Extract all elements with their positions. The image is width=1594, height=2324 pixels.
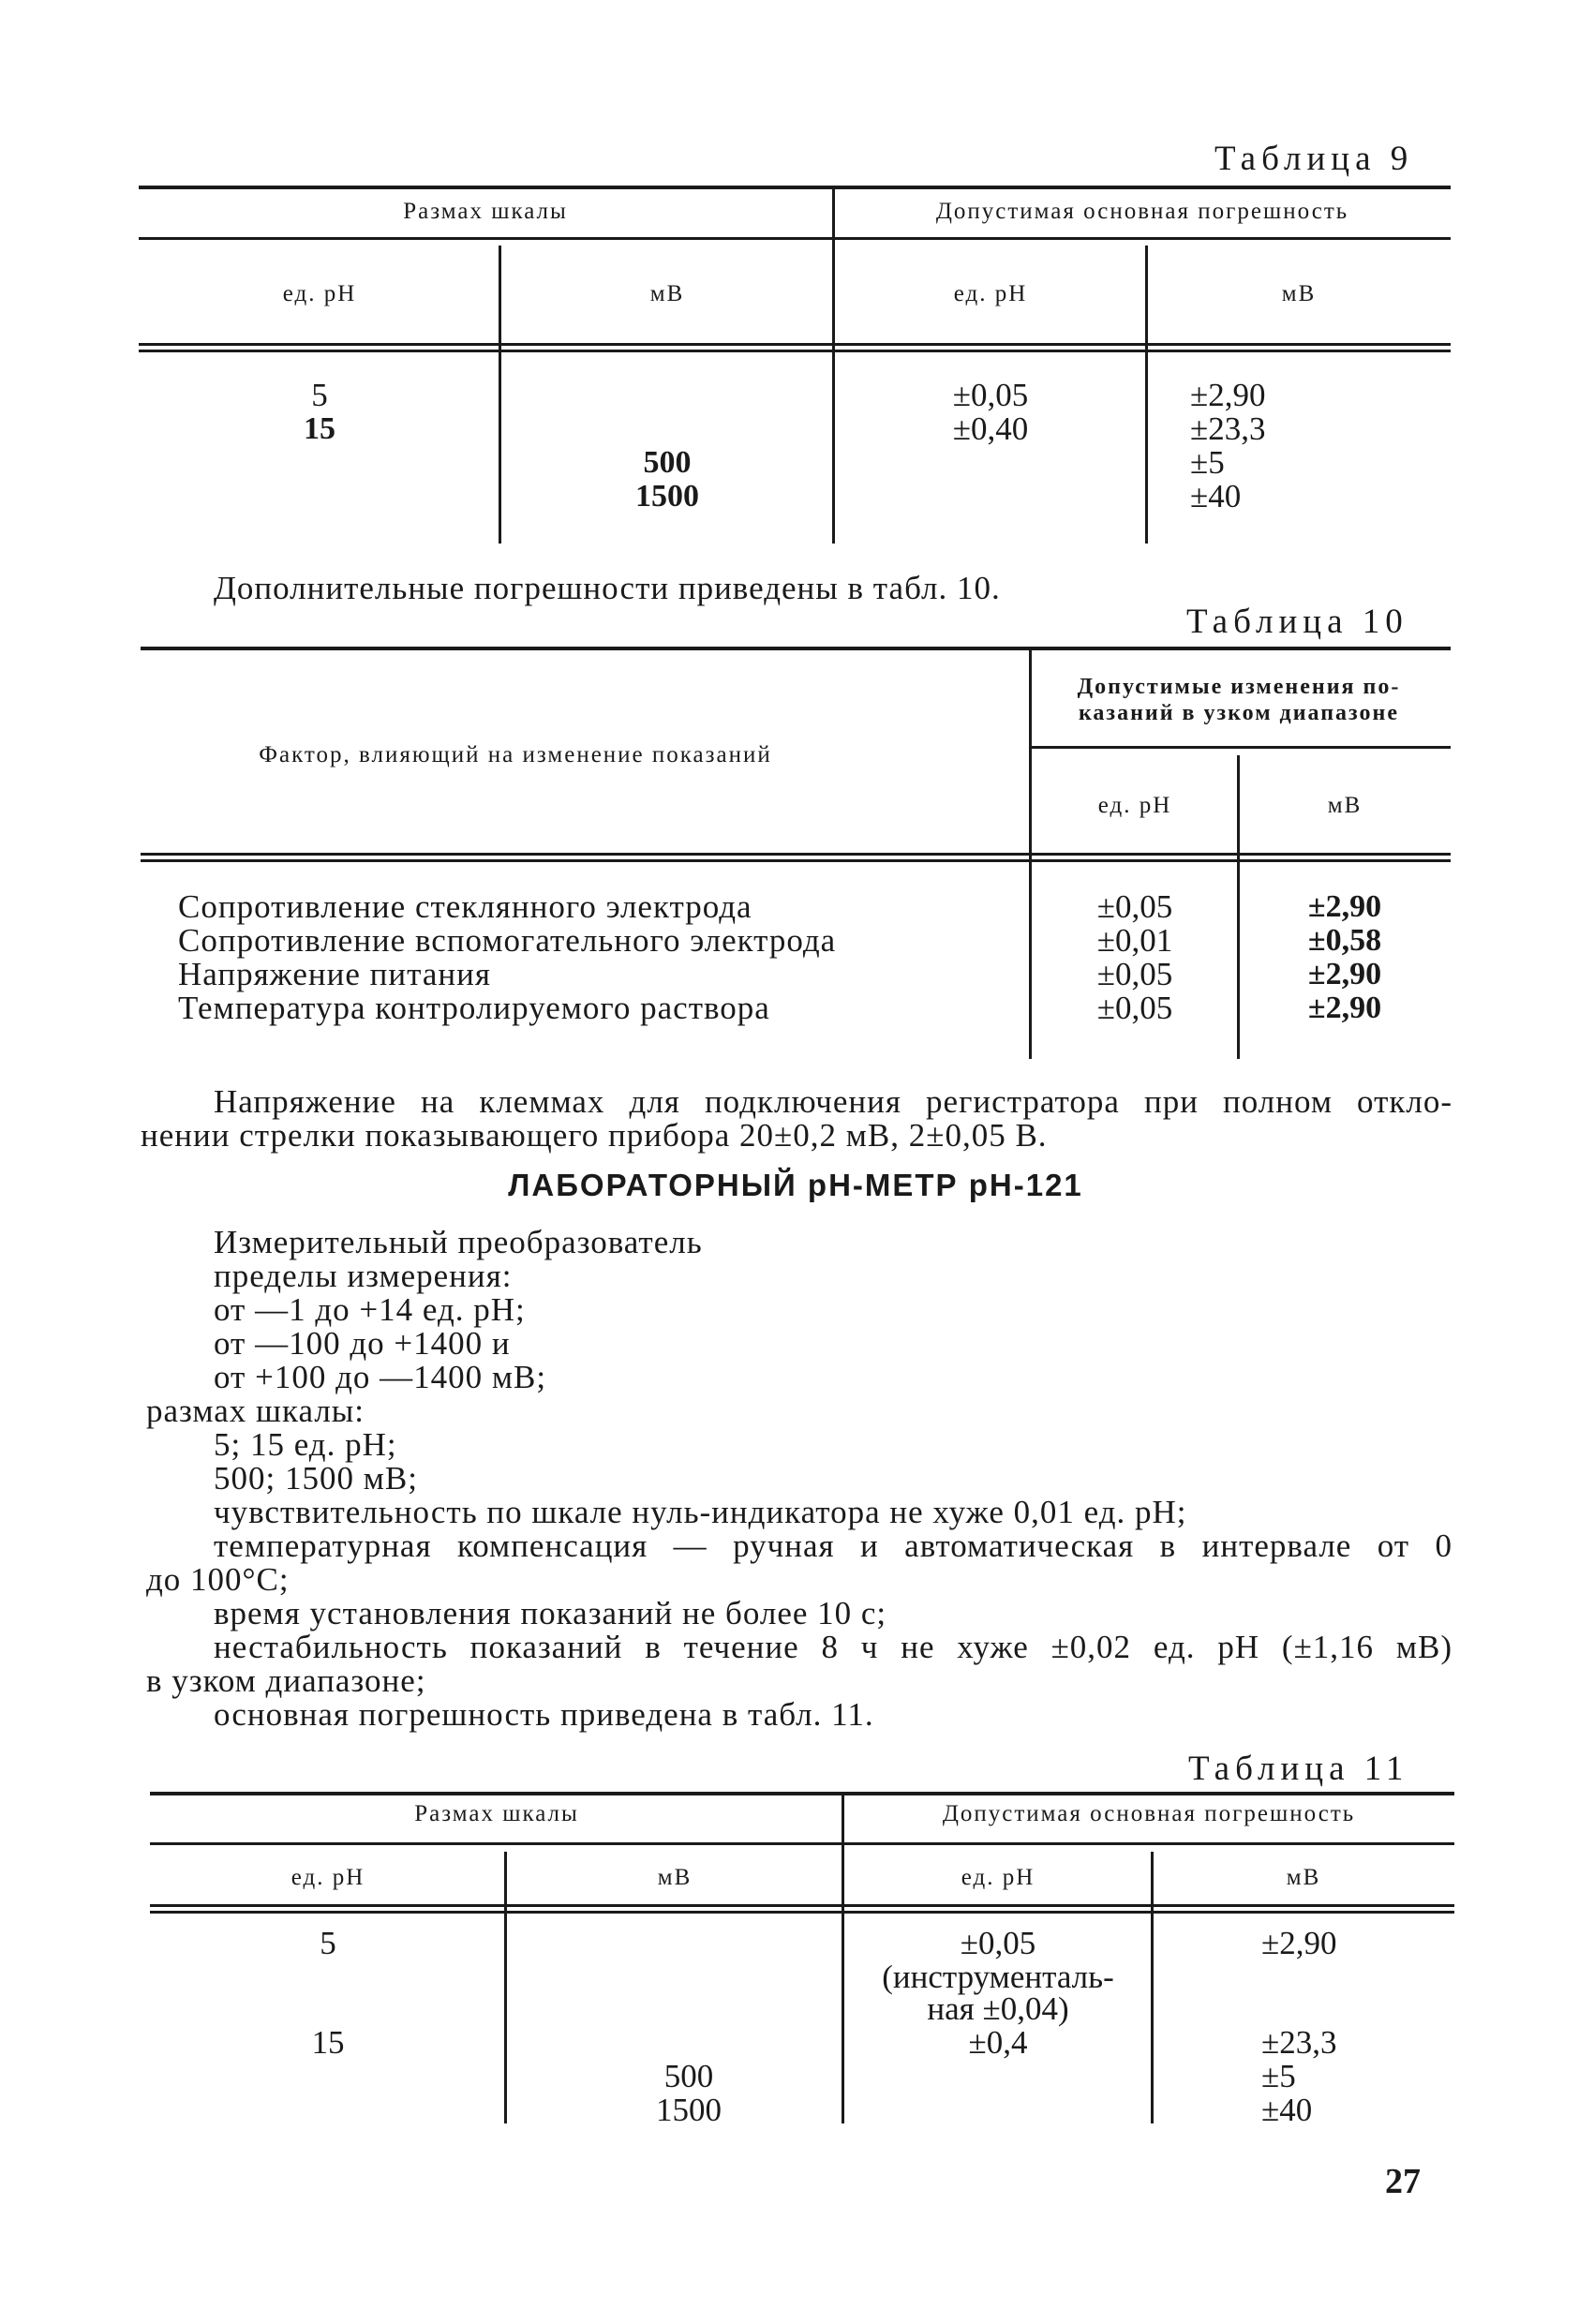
table11-errmv-1: ±2,90 [1261, 1925, 1337, 1961]
spec-line-10: температурная компенсация — ручная и автоматическая в интервале от 0 [214, 1527, 1452, 1564]
table11-sub-ph1: ед. pH [290, 1865, 365, 1890]
table9-sub-mv1: мВ [649, 281, 685, 306]
table10-sub-mv: мВ [1327, 793, 1363, 818]
table10-header-allowed-1: Допустимые изменения по- [1077, 675, 1401, 699]
spec-line-4: от —100 до +1400 и [214, 1325, 511, 1362]
table11-errph-2: (инструменталь- [882, 1959, 1114, 1995]
table9-errmv-3: ±5 [1190, 444, 1225, 481]
table9-errph-1: ±0,05 [952, 377, 1029, 413]
table11-errmv-2: ±23,3 [1261, 2024, 1337, 2061]
table10-body-rule [141, 853, 1451, 856]
table10-sub-rule [1031, 746, 1451, 749]
note-table10: Дополнительные погрешности приведены в табл. 10. [214, 570, 1001, 606]
table9-sub-ph1: ед. pH [282, 281, 357, 306]
table11-errmv-4: ±40 [1261, 2092, 1313, 2128]
table11-top-rule [150, 1792, 1454, 1795]
table10-mv-2: ±0,58 [1307, 923, 1382, 958]
table10-caption: Таблица 10 [1186, 603, 1408, 641]
spec-line-7: 5; 15 ед. pH; [214, 1426, 397, 1463]
spec-line-5: от +100 до —1400 мВ; [214, 1359, 547, 1395]
spec-line-13: нестабильность показаний в течение 8 ч не хуже ±0,02 ед. pH (±1,16 мВ) [214, 1629, 1452, 1665]
table9-sub-ph2: ед. pH [953, 281, 1028, 306]
table11-mv-1500: 1500 [656, 2092, 722, 2128]
table10-mv-4: ±2,90 [1307, 991, 1382, 1025]
table10-ph-4: ±0,05 [1096, 990, 1173, 1026]
table9-caption: Таблица 9 [1214, 140, 1414, 178]
table10-factor-3: Напряжение питания [178, 956, 491, 992]
table9-body-rule-2 [139, 350, 1451, 352]
table11-errph-3: ная ±0,04) [927, 1990, 1069, 2027]
table11-sub-ph2: ед. pH [961, 1865, 1035, 1890]
spec-line-6: размах шкалы: [146, 1393, 365, 1429]
page-number: 27 [1385, 2162, 1421, 2201]
table9-errmv-1: ±2,90 [1190, 377, 1266, 413]
table9-ph-5: 5 [311, 377, 328, 413]
table10-factor-4: Температура контролируемого раствора [178, 990, 770, 1026]
table10-ph-3: ±0,05 [1096, 956, 1173, 992]
table11-errph-4: ±0,4 [968, 2024, 1028, 2061]
spec-line-8: 500; 1500 мВ; [214, 1460, 418, 1497]
table11-header-error: Допустимая основная погрешность [942, 1801, 1356, 1826]
table9-top-rule [139, 186, 1451, 189]
section-title: ЛАБОРАТОРНЫЙ pH-МЕТР pH-121 [508, 1168, 1083, 1202]
table10-ph-1: ±0,05 [1096, 888, 1173, 925]
table9-header-range: Размах шкалы [403, 199, 568, 224]
spec-line-11: до 100°С; [146, 1561, 290, 1598]
table9-errmv-2: ±23,3 [1190, 410, 1266, 447]
table11-header-rule [150, 1842, 1454, 1845]
table10-mv-3: ±2,90 [1307, 957, 1382, 991]
table11-sub-mv1: мВ [657, 1865, 693, 1890]
table9-errmv-4: ±40 [1190, 478, 1242, 514]
voltage-note-line2: нении стрелки показывающего прибора 20±0,2 мВ, 2±0,05 В. [141, 1117, 1048, 1154]
table9-header-rule [139, 237, 1451, 240]
spec-line-3: от —1 до +14 ед. pH; [214, 1291, 526, 1328]
table11-sub-mv2: мВ [1286, 1865, 1321, 1890]
spec-line-14: в узком диапазоне; [146, 1662, 426, 1699]
table9-mv-500: 500 [643, 445, 692, 480]
table9-body-rule [139, 343, 1451, 346]
table11-ph-15: 15 [311, 2024, 345, 2061]
table9-sub-mv2: мВ [1281, 281, 1317, 306]
table10-mv-1: ±2,90 [1307, 889, 1382, 924]
spec-line-12: время установления показаний не более 10 с; [214, 1595, 887, 1631]
table9-errph-2: ±0,40 [952, 410, 1029, 447]
spec-line-1: Измерительный преобразователь [214, 1224, 703, 1260]
spec-line-15: основная погрешность приведена в табл. 11. [214, 1696, 874, 1733]
voltage-note-line1: Напряжение на клеммах для подключения регистратора при полном откло- [214, 1083, 1452, 1120]
table10-body-rule-2 [141, 859, 1451, 862]
table11-ph-5: 5 [320, 1925, 336, 1961]
table11-header-range: Размах шкалы [414, 1801, 579, 1826]
table10-top-rule [141, 647, 1451, 650]
table10-header-factor: Фактор, влияющий на изменение показаний [259, 742, 772, 767]
table10-ph-2: ±0,01 [1096, 922, 1173, 959]
table9-ph-15: 15 [304, 411, 335, 446]
table11-errph-1: ±0,05 [960, 1925, 1036, 1961]
table10-header-allowed-2: казаний в узком диапазоне [1078, 701, 1400, 725]
table9-header-error: Допустимая основная погрешность [935, 199, 1349, 224]
table10-sub-ph: ед. pH [1097, 793, 1172, 818]
table11-caption: Таблица 11 [1188, 1750, 1409, 1788]
table10-factor-2: Сопротивление вспомогательного электрода [178, 922, 837, 959]
table11-body-rule [150, 1904, 1454, 1907]
table11-errmv-3: ±5 [1261, 2058, 1296, 2094]
table9-mv-1500: 1500 [635, 479, 699, 514]
table10-factor-1: Сопротивление стеклянного электрода [178, 888, 752, 925]
spec-line-2: пределы измерения: [214, 1258, 513, 1294]
table11-body-rule-2 [150, 1911, 1454, 1914]
table11-mv-500: 500 [663, 2058, 714, 2094]
spec-line-9: чувствительность по шкале нуль-индикатора не хуже 0,01 ед. pH; [214, 1494, 1187, 1530]
